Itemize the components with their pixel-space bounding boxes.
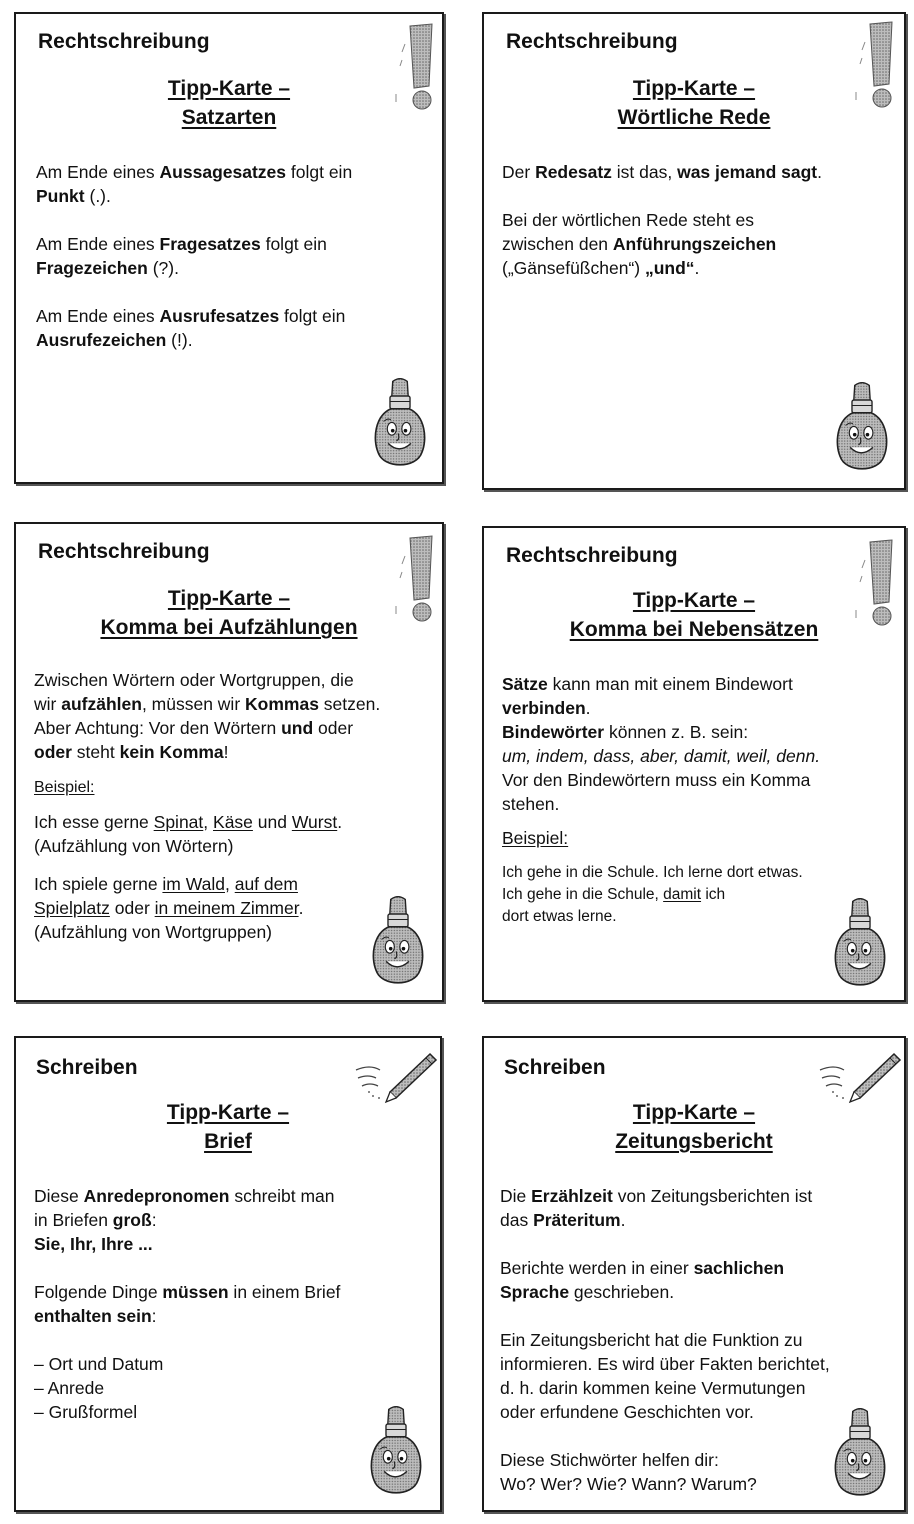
- text-line: zwischen den Anführungszeichen: [502, 234, 777, 254]
- lightbulb-face-icon: [366, 894, 430, 996]
- text-line: informieren. Es wird über Fakten berichtet,: [500, 1354, 830, 1374]
- card-body: [502, 672, 902, 928]
- text-line: Am Ende eines Aussagesatzes folgt ein: [36, 162, 353, 182]
- lightbulb-face-icon: [828, 1406, 892, 1508]
- card-title: Tipp-Karte – Zeitungsbericht: [615, 1101, 773, 1153]
- text-line: Fragezeichen (?).: [36, 258, 179, 278]
- text-line: wir aufzählen, müssen wir Kommas setzen.: [34, 694, 381, 714]
- text-line: Der Redesatz ist das, was jemand sagt.: [502, 162, 823, 182]
- text-line: Vor den Bindewörtern muss ein Komma: [502, 770, 811, 790]
- list-item: – Grußformel: [34, 1402, 138, 1422]
- card-category: Rechtschreibung: [506, 30, 678, 53]
- text-line: Berichte werden in einer sachlichen: [500, 1258, 785, 1278]
- text-line: oder erfundene Geschichten vor.: [500, 1402, 754, 1422]
- card-category: Rechtschreibung: [38, 30, 210, 53]
- card-title: Tipp-Karte – Komma bei Nebensätzen: [569, 589, 819, 641]
- lightbulb-face-icon: [364, 1404, 428, 1506]
- text-line: Zwischen Wörtern oder Wortgruppen, die: [34, 670, 354, 690]
- tip-card-brief: [14, 1036, 442, 1512]
- text-line: Diese Stichwörter helfen dir:: [500, 1450, 719, 1470]
- text-line: enthalten sein:: [34, 1306, 157, 1326]
- lightbulb-face-icon: [830, 380, 894, 482]
- text-line: oder steht kein Komma!: [34, 742, 229, 762]
- text-line: Bei der wörtlichen Rede steht es: [502, 210, 754, 230]
- text-line: Die Erzählzeit von Zeitungsberichten ist: [500, 1186, 813, 1206]
- text-line: um, indem, dass, aber, damit, weil, denn.: [502, 746, 821, 766]
- card-category: Schreiben: [504, 1056, 606, 1079]
- tip-card-woertliche-rede: [482, 12, 906, 490]
- tip-card-komma-nebensaetze: [482, 526, 906, 1002]
- text-line: Am Ende eines Ausrufesatzes folgt ein: [36, 306, 346, 326]
- card-title: Tipp-Karte – Komma bei Aufzählungen: [100, 587, 358, 639]
- text-line: d. h. darin kommen keine Vermutungen: [500, 1378, 806, 1398]
- card-body: [502, 160, 897, 280]
- text-line: in Briefen groß:: [34, 1210, 157, 1230]
- example-label: Beispiel:: [34, 779, 95, 796]
- tip-card-zeitungsbericht: [482, 1036, 906, 1512]
- text-line: Bindewörter können z. B. sein:: [502, 722, 749, 742]
- list-item: – Anrede: [34, 1378, 105, 1398]
- card-title: Tipp-Karte – Satzarten: [167, 77, 291, 129]
- text-line: (Aufzählung von Wortgruppen): [34, 922, 273, 942]
- text-line: Spielplatz oder in meinem Zimmer.: [34, 898, 304, 918]
- text-line: Folgende Dinge müssen in einem Brief: [34, 1282, 341, 1302]
- lightbulb-face-icon: [368, 376, 432, 478]
- card-body: [34, 1184, 429, 1424]
- card-body: [36, 160, 431, 352]
- text-line: Aber Achtung: Vor den Wörtern und oder: [34, 718, 354, 738]
- text-line: (Aufzählung von Wörtern): [34, 836, 234, 856]
- text-line: Ich esse gerne Spinat, Käse und Wurst.: [34, 812, 343, 832]
- card-category: Schreiben: [36, 1056, 138, 1079]
- card-title: Tipp-Karte – Brief: [166, 1101, 290, 1153]
- text-line: Diese Anredepronomen schreibt man: [34, 1186, 335, 1206]
- card-title: Tipp-Karte – Wörtliche Rede: [617, 77, 771, 129]
- text-line: Punkt (.).: [36, 186, 111, 206]
- example-label: Beispiel:: [502, 828, 569, 848]
- text-line: Ich spiele gerne im Wald, auf dem: [34, 874, 298, 894]
- text-line: stehen.: [502, 794, 560, 814]
- text-line: dort etwas lerne.: [502, 908, 617, 925]
- text-line: Sätze kann man mit einem Bindewort: [502, 674, 793, 694]
- text-line: Ich gehe in die Schule, damit ich: [502, 886, 726, 903]
- card-category: Rechtschreibung: [506, 544, 678, 567]
- text-line: („Gänsefüßchen“) „und“.: [502, 258, 700, 278]
- tip-card-komma-aufzaehlungen: [14, 522, 444, 1002]
- tip-card-satzarten: [14, 12, 444, 484]
- text-line: verbinden.: [502, 698, 591, 718]
- list-item: – Ort und Datum: [34, 1354, 164, 1374]
- lightbulb-face-icon: [828, 896, 892, 998]
- text-line: Am Ende eines Fragesatzes folgt ein: [36, 234, 327, 254]
- text-line: das Präteritum.: [500, 1210, 626, 1230]
- text-line: Sprache geschrieben.: [500, 1282, 675, 1302]
- text-line: Sie, Ihr, Ihre ...: [34, 1234, 153, 1254]
- card-category: Rechtschreibung: [38, 540, 210, 563]
- text-line: Wo? Wer? Wie? Wann? Warum?: [500, 1474, 757, 1494]
- text-line: Ausrufezeichen (!).: [36, 330, 193, 350]
- text-line: Ein Zeitungsbericht hat die Funktion zu: [500, 1330, 803, 1350]
- text-line: Ich gehe in die Schule. Ich lerne dort etwas.: [502, 864, 803, 881]
